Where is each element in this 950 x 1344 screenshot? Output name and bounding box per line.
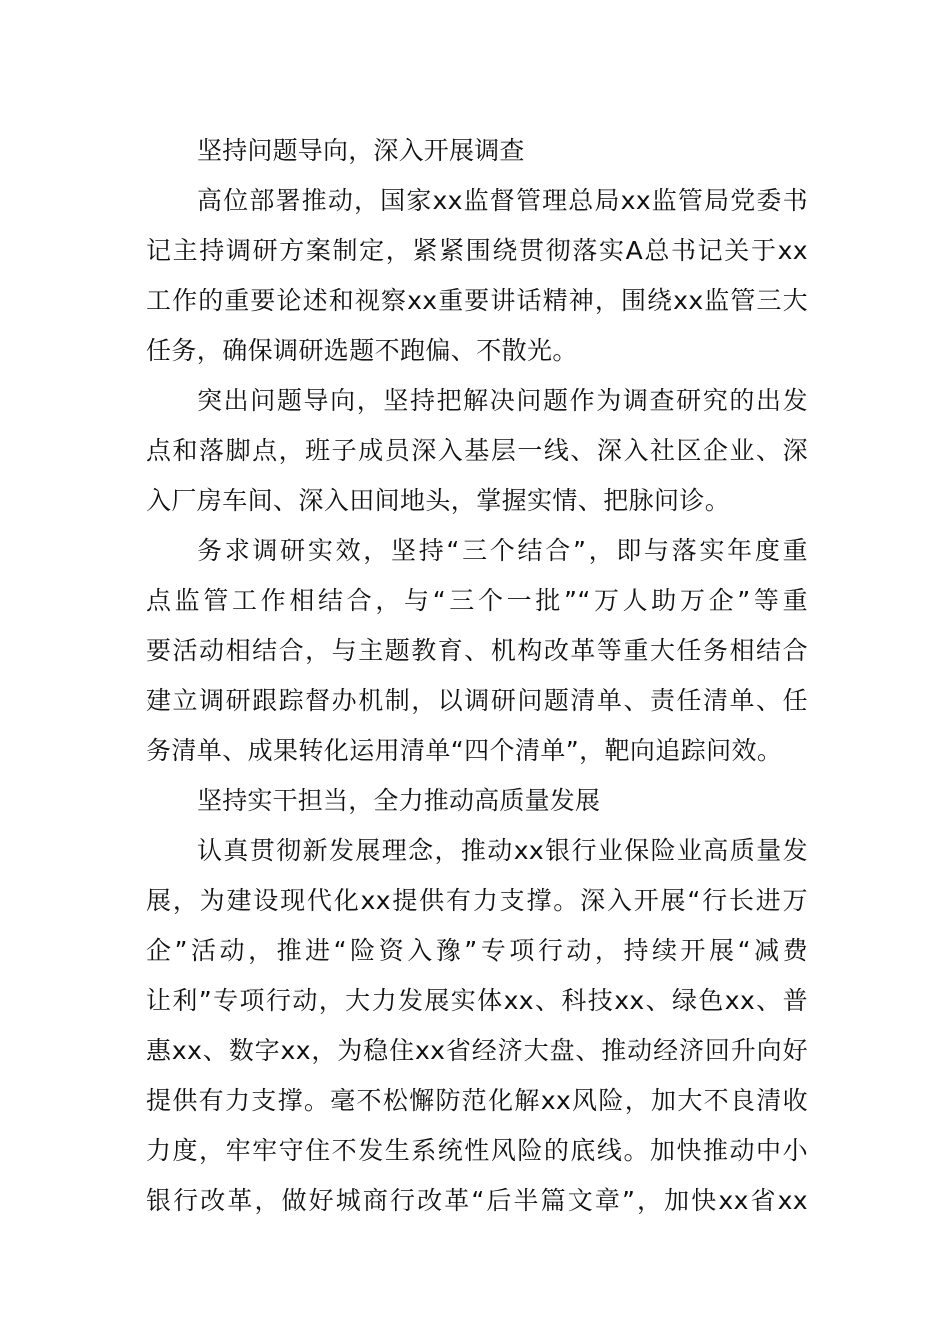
paragraph-line: 建立调研跟踪督办机制，以调研问题清单、责任清单、任 <box>146 686 808 715</box>
paragraph-line: 务清单、成果转化运用清单“四个清单”，靶向追踪问效。 <box>146 736 783 765</box>
paragraph-line: 点和落脚点，班子成员深入基层一线、深入社区企业、深 <box>146 436 808 465</box>
paragraph-line: 认真贯彻新发展理念，推动xx银行业保险业高质量发 <box>197 836 808 865</box>
paragraph-line: 点监管工作相结合，与“三个一批”“万人助万企”等重 <box>146 586 808 615</box>
paragraph-line: 让利”专项行动，大力发展实体xx、科技xx、绿色xx、普 <box>146 986 808 1015</box>
paragraph-line: 工作的重要论述和视察xx重要讲话精神，围绕xx监管三大 <box>146 286 808 315</box>
paragraph-line: 要活动相结合，与主题教育、机构改革等重大任务相结合 <box>146 636 808 665</box>
section-heading: 坚持实干担当，全力推动高质量发展 <box>197 786 601 815</box>
paragraph-line: 惠xx、数字xx，为稳住xx省经济大盘、推动经济回升向好 <box>146 1036 808 1065</box>
paragraph-line: 力度，牢牢守住不发生系统性风险的底线。加快推动中小 <box>146 1136 808 1165</box>
paragraph-line: 高位部署推动，国家xx监督管理总局xx监管局党委书 <box>197 186 808 215</box>
paragraph-line: 银行改革，做好城商行改革“后半篇文章”，加快xx省xx <box>146 1186 808 1215</box>
paragraph-line: 提供有力支撑。毫不松懈防范化解xx风险，加大不良清收 <box>146 1086 808 1115</box>
section-heading: 坚持问题导向，深入开展调查 <box>197 136 525 165</box>
paragraph-line: 任务，确保调研选题不跑偏、不散光。 <box>146 336 578 365</box>
paragraph-line: 突出问题导向，坚持把解决问题作为调查研究的出发 <box>197 386 808 415</box>
document-body <box>146 126 808 1226</box>
paragraph-line: 企”活动，推进“险资入豫”专项行动，持续开展“减费 <box>146 936 808 965</box>
paragraph-line: 入厂房车间、深入田间地头，掌握实情、把脉问诊。 <box>146 486 731 515</box>
paragraph-line: 展，为建设现代化xx提供有力支撑。深入开展“行长进万 <box>146 886 808 915</box>
paragraph-line: 记主持调研方案制定，紧紧围绕贯彻落实A总书记关于xx <box>146 236 808 265</box>
paragraph-line: 务求调研实效，坚持“三个结合”，即与落实年度重 <box>197 536 808 565</box>
